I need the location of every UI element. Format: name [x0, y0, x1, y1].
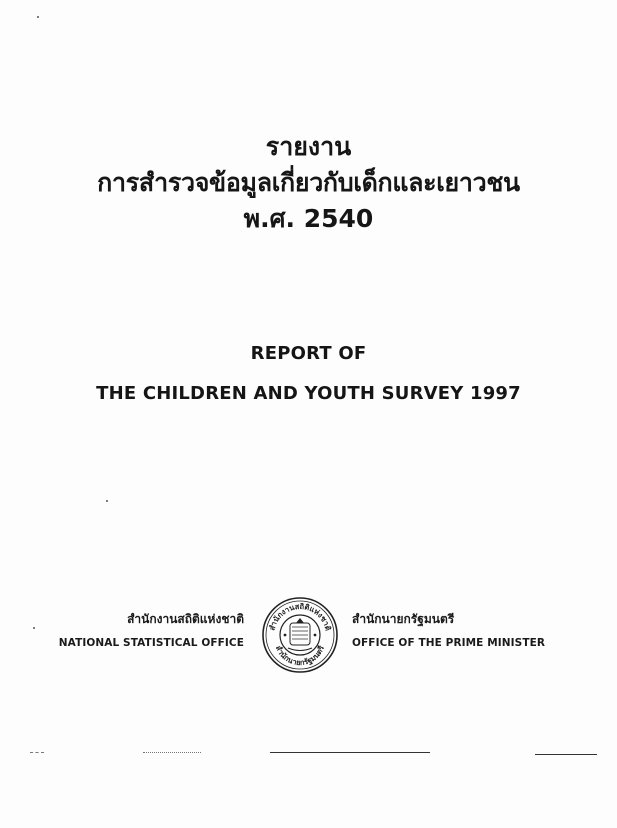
- national-statistical-office-seal-icon: [261, 596, 339, 674]
- scan-speck: [106, 500, 108, 502]
- scan-speck: [37, 16, 39, 18]
- scan-mark-line: [270, 752, 430, 753]
- scan-mark-line: [535, 754, 597, 755]
- scan-speck: [33, 627, 35, 629]
- thai-title-line-1: รายงาน: [265, 132, 352, 161]
- seal-text-top: สำนักงานสถิติแห่งชาติ: [267, 601, 333, 632]
- office-of-prime-minister-block: [352, 610, 545, 649]
- scan-mark-line: [30, 752, 44, 753]
- opm-english-name: OFFICE OF THE PRIME MINISTER: [352, 637, 546, 649]
- nso-english-name: NATIONAL STATISTICAL OFFICE: [58, 637, 244, 649]
- national-statistical-office-block: [59, 610, 244, 649]
- nso-thai-name: สำนักงานสถิติแห่งชาติ: [127, 612, 244, 626]
- scan-mark-line: [143, 752, 201, 753]
- english-title-line-2: THE CHILDREN AND YOUTH SURVEY 1997: [96, 383, 521, 404]
- english-title-line-1: REPORT OF: [250, 343, 367, 364]
- seal-text-bottom: สำนักนายกรัฐมนตรี: [273, 644, 326, 668]
- opm-thai-name: สำนักนายกรัฐมนตรี: [352, 612, 455, 626]
- thai-title-line-3: พ.ศ. 2540: [243, 204, 374, 233]
- thai-title-line-2: การสำรวจข้อมูลเกี่ยวกับเด็กและเยาวชน: [97, 168, 520, 197]
